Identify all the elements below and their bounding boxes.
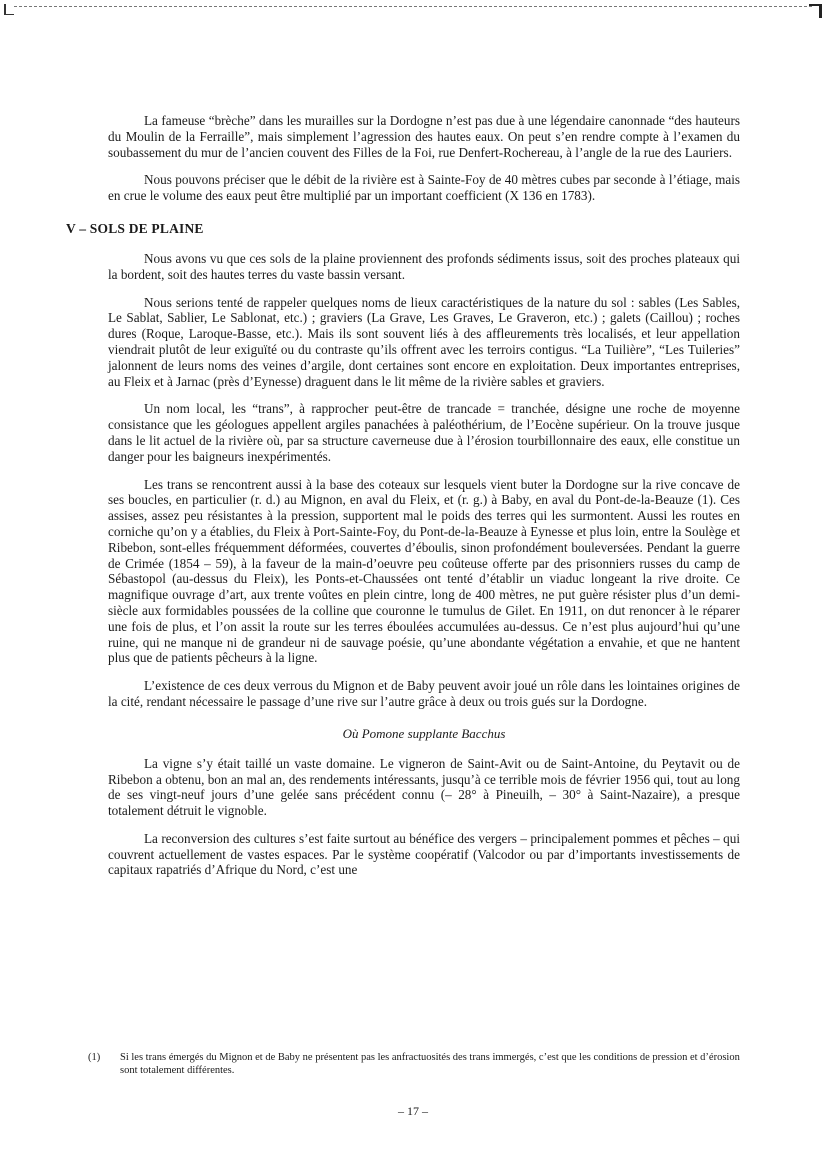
paragraph: La fameuse “brèche” dans les murailles sur la Dordogne n’est pas due à une légendaire canonnade “des hauteurs du Moulin de la Ferraille”, mais simplement l’agression des hautes eaux. On peut s’en rendre compte à l’examen du soubassement du mur de l’ancien couvent des Filles de la Foi, rue Denfert-Rochereau, à l’angle de la rue des Lauriers. xyxy=(108,113,740,160)
paragraph: La reconversion des cultures s’est faite surtout au bénéfice des vergers – principalement pommes et pêches – qui couvrent actuellement de vastes espaces. Par le système coopératif (Valcodor ou par d’importants investissements de capitaux rapatriés d’Afrique du Nord, c’est une xyxy=(108,830,740,878)
scan-corner-mark-left xyxy=(4,4,14,15)
paragraph: Nous serions tenté de rappeler quelques noms de lieux caractéristiques de la nature du sol : sables (Les Sables, Le Sablat, Sablier, Le Sablonat, etc.) ; graviers (La Grave, Les Graves, Le Graveron, etc.) ; galets (Caillou) ; roches dures (Roque, Laroque-Basse, etc.). Mais ils sont souvent liés à des affleurements très localisés, et leur appellation viendrait plutôt de leur exiguïté ou du contraste qu’ils offrent avec les terroirs contigus. “La Tuilière”, “Les Tuileries” jalonnent de leurs noms des veines d’argile, dont certaines sont encore en exploitation. Deux importantes entreprises, au Fleix et à Jarnac (près d’Eynesse) draguent dans le lit même de la rivière sables et graviers. xyxy=(108,294,740,389)
subheading: Où Pomone supplante Bacchus xyxy=(342,725,506,741)
page-body xyxy=(66,113,740,878)
scan-corner-mark-right xyxy=(809,4,822,18)
paragraph: Les trans se rencontrent aussi à la base des coteaux sur lesquels vient buter la Dordogne sur la rive concave de ses boucles, en particulier (r. d.) au Mignon, en aval du Fleix, et (r. g.) à Baby, en aval du Pont-de-la-Beauze (1). Ces assises, assez peu résistantes à la pression, supportent mal le poids des terres qui les surmontent. Aussi les routes en corniche qu’on y a établies, du Fleix à Port-Sainte-Foy, du Pont-de-la-Beauze à Eynesse et plus loin, entre la Soulège et Ribebon, sont-elles fréquemment déformées, couvertes d’éboulis, sinon profondément bouleversées. Pendant la guerre de Crimée (1854 – 59), à la faveur de la main-d’oeuvre peu coûteuse offerte par des prisonniers russes du camp de Sébastopol (au-dessus du Fleix), les Ponts-et-Chaussées ont tenté d’établir un viaduc longeant la rive droite. Ce magnifique ouvrage d’art, aux trente voûtes en plein cintre, long de 400 mètres, ne put guère résister plus d’un demi-siècle aux formidables poussées de la colline que couronne le tumulus de Gilet. En 1911, on dut renoncer à le réparer une fois de plus, et l’on assit la route sur les terres éboulées accumulées au-dessus. Ce n’est plus aujourd’hui qu’une ruine, qui ne manque ni de grandeur ni de sauvage poésie, qu’une abondante végétation a envahie, et que ne hantent plus que de patients pêcheurs à la ligne. xyxy=(108,476,740,666)
section-heading: V – SOLS DE PLAINE xyxy=(66,220,204,236)
footnote-text: Si les trans émergés du Mignon et de Baby ne présentent pas les anfractuosités des trans immergés, c’est que les conditions de pression et d’érosion sont totalement différentes. xyxy=(120,1052,740,1076)
paragraph: Nous avons vu que ces sols de la plaine proviennent des profonds sédiments issus, soit des proches plateaux qui la bordent, soit des hautes terres du vaste bassin versant. xyxy=(108,250,740,282)
paragraph: La vigne s’y était taillé un vaste domaine. Le vigneron de Saint-Avit ou de Saint-Antoine, du Peytavit ou de Ribebon a obtenu, bon an mal an, des rendements intéressants, jusqu’à ce terrible mois de février 1956 qui, tout au long de ses vingt-neuf jours d’une gelée sans précédent connu (– 28° à Pineuilh, – 30° à Saint-Nazaire), a presque totalement détruit le vignoble. xyxy=(108,755,740,819)
paragraph: Nous pouvons préciser que le débit de la rivière est à Sainte-Foy de 40 mètres cubes par seconde à l’étiage, mais en crue le volume des eaux peut être multiplié par un important coefficient (X 136 en 1783). xyxy=(108,172,740,204)
scan-top-border xyxy=(14,6,812,7)
footnote-number: (1) xyxy=(88,1052,101,1063)
paragraph: Un nom local, les “trans”, à rapprocher peut-être de trancade = tranchée, désigne une roche de moyenne consistance que les géologues appellent argiles panachées à paléothérium, de l’Eocène supérieur. On la trouve jusque dans le lit actuel de la rivière où, par sa structure caverneuse due à l’érosion tourbillonnaire des eaux, elle constitue un danger pour les baigneurs inexpérimentés. xyxy=(108,401,740,464)
page-number: – 17 – xyxy=(398,1104,428,1118)
paragraph: L’existence de ces deux verrous du Mignon et de Baby peuvent avoir joué un rôle dans les lointaines origines de la cité, rendant nécessaire le passage d’une rive sur l’autre grâce à deux ou trois gués sur la Dordogne. xyxy=(108,678,740,709)
footnote xyxy=(88,1052,740,1077)
